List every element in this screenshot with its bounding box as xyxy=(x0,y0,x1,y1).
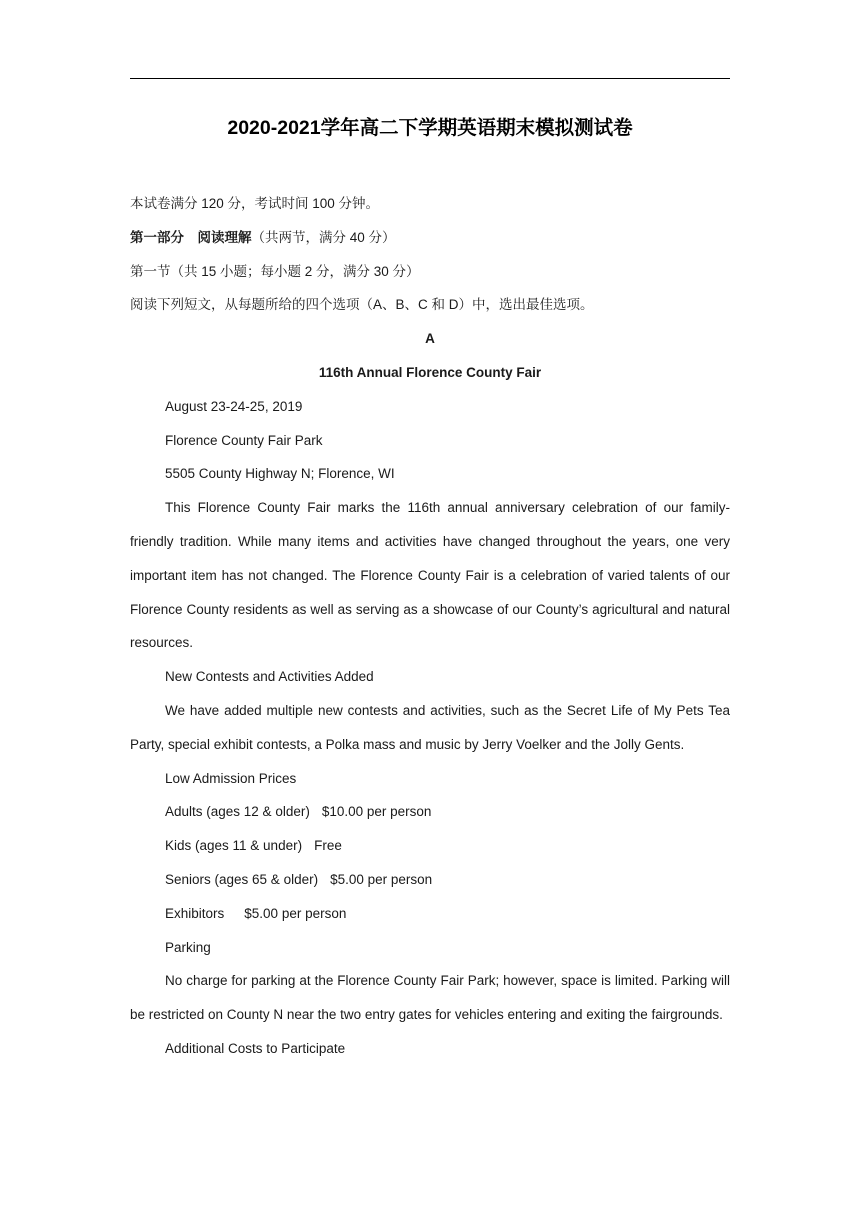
exam-info: 本试卷满分 120 分，考试时间 100 分钟。 xyxy=(130,196,380,211)
passage-heading: 116th Annual Florence County Fair xyxy=(318,364,542,380)
passage-label: A xyxy=(425,331,435,347)
fair-date: August 23-24-25, 2019 xyxy=(165,398,303,414)
page-title: 2020-2021学年高二下学期英语期末模拟测试卷 xyxy=(227,117,633,139)
additional-costs-heading: Additional Costs to Participate xyxy=(165,1040,346,1056)
price-row-seniors: Seniors (ages 65 & older) $5.00 per person xyxy=(165,871,433,887)
new-contests-heading: New Contests and Activities Added xyxy=(165,669,374,685)
new-contests-paragraph: We have added multiple new contests and activities, such as the Secret Life of My Pets Tea Party, special exhibit contests, a Polka mass and music by Jerry Voelker and the Jolly Gents. xyxy=(130,702,730,752)
header-rule xyxy=(130,78,730,79)
part-detail: （共两节，满分 40 分） xyxy=(251,229,396,245)
parking-heading: Parking xyxy=(165,939,211,955)
fair-address: 5505 County Highway N; Florence, WI xyxy=(165,466,395,482)
part-heading xyxy=(130,221,730,255)
directions: 阅读下列短文，从每题所给的四个选项（A、B、C 和 D）中，选出最佳选项。 xyxy=(130,297,594,313)
price-row-adults: Adults (ages 12 & older) $10.00 per person xyxy=(165,804,432,820)
intro-paragraph: This Florence County Fair marks the 116th annual anniversary celebration of our family-friendly tradition. While many items and activities have changed throughout the years, one very important item has not changed. The Florence County Fair is a celebration of varied talents of our Florence County residents as well as serving as a showcase of our County’s agricultural and natural resources. xyxy=(130,500,730,651)
section-heading: 第一节（共 15 小题；每小题 2 分，满分 30 分） xyxy=(130,263,420,279)
prices-heading: Low Admission Prices xyxy=(165,770,297,786)
price-row-kids: Kids (ages 11 & under) Free xyxy=(165,838,342,854)
fair-venue: Florence County Fair Park xyxy=(165,432,323,448)
price-row-exhibitors: Exhibitors $5.00 per person xyxy=(165,905,347,921)
part-title: 第一部分 阅读理解 xyxy=(130,229,252,245)
parking-paragraph: No charge for parking at the Florence County Fair Park; however, space is limited. Parking will be restricted on County N near the two entry gates for vehicles entering and exiting the fairgrounds. xyxy=(130,973,730,1023)
document-body xyxy=(130,111,730,1066)
